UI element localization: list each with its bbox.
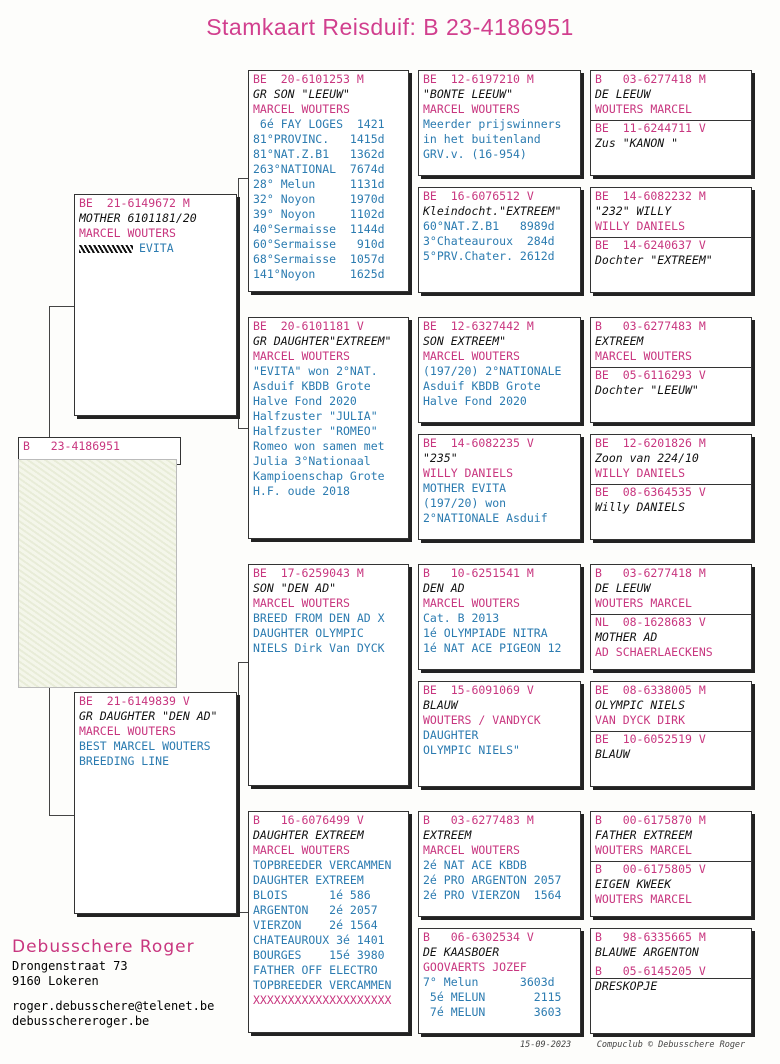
pedigree-text-line: CHATEAUROUX 3é 1401 — [253, 933, 385, 947]
grandparent-box — [248, 564, 409, 786]
sire-box — [74, 194, 237, 416]
pedigree-text-line: AD SCHAERLAECKENS — [595, 645, 713, 659]
gg-grandparents-box — [590, 811, 752, 917]
pedigree-text-line: in het buitenland — [423, 132, 541, 146]
pedigree-text-line: GOOVAERTS JOZEF — [423, 960, 527, 974]
pedigree-text-line: DE KAASBOER — [423, 945, 500, 959]
great-grandparent-box — [418, 187, 581, 293]
pedigree-text-line: MOTHER AD — [595, 630, 658, 644]
ring-header: BE 08-6364535 V — [595, 485, 706, 499]
pedigree-text-line: MARCEL WOUTERS — [79, 724, 176, 738]
owner-street: Drongenstraat 73 — [12, 959, 128, 973]
pedigree-text-line: WOUTERS MARCEL — [595, 843, 692, 857]
pedigree-text-line: DAUGHTER — [423, 728, 479, 742]
pedigree-text-line: 39° Noyon 1102d — [253, 207, 385, 221]
pedigree-text-line: 263°NATIONAL 7674d — [253, 162, 385, 176]
pedigree-text-line: Halfzuster "JULIA" — [253, 409, 378, 423]
great-grandparent-box — [418, 434, 581, 540]
pedigree-text-line: Meerder prijswinners — [423, 117, 562, 131]
pedigree-text-line: (197/20) 2°NATIONALE — [423, 364, 562, 378]
pedigree-text-line: XXXXXXXXXXXXXXXXXXXX — [253, 993, 392, 1007]
pedigree-text-line: MARCEL WOUTERS — [423, 596, 520, 610]
grandparent-box — [248, 811, 409, 1033]
owner-name: Debusschere Roger — [12, 937, 195, 957]
pedigree-text-line: Kleindocht."EXTREEM" — [423, 204, 562, 218]
connector-line — [49, 815, 75, 816]
pedigree-text-line: Willy DANIELS — [595, 500, 686, 514]
pedigree-text-line: Halve Fond 2020 — [423, 394, 527, 408]
pedigree-text-line: Asduif KBDB Grote — [423, 379, 541, 393]
pedigree-text-line: Cat. B 2013 — [423, 611, 500, 625]
certificate-background — [19, 460, 176, 687]
ring-header: B 00-6175805 V — [595, 862, 706, 876]
pedigree-text-line: 32° Noyon 1970d — [253, 192, 385, 206]
ring-header: BE 12-6327442 M — [423, 319, 534, 333]
pedigree-text-line: SON EXTREEM" — [423, 334, 507, 348]
gg-grandparents-box — [590, 681, 752, 787]
connector-line — [238, 912, 248, 913]
ring-header: BE 11-6244711 V — [595, 121, 706, 135]
pedigree-text-line: Halve Fond 2020 — [253, 394, 357, 408]
ring-header: B 05-6145205 V — [595, 964, 706, 978]
grandparent-box — [248, 70, 409, 292]
pedigree-text-line: MARCEL WOUTERS — [253, 349, 350, 363]
connector-line — [238, 662, 239, 912]
pedigree-text-line: BOURGES 15é 3980 — [253, 948, 385, 962]
great-grandparent-box — [418, 70, 581, 176]
divider — [591, 367, 751, 368]
pedigree-text-line — [79, 241, 232, 256]
gg-grandparents-box — [590, 434, 752, 540]
ring-header: BE 20-6101253 M — [253, 72, 364, 86]
pedigree-text-line: TOPBREEDER VERCAMMEN — [253, 978, 392, 992]
pedigree-text-line: DAUGHTER EXTREEM — [253, 828, 364, 842]
pedigree-text-line: FATHER EXTREEM — [595, 828, 692, 842]
connector-line — [238, 178, 248, 179]
ring-header: BE 20-6101181 V — [253, 319, 364, 333]
ring-header: B 03-6277483 M — [423, 813, 534, 827]
gg-grandparents-box — [590, 317, 752, 423]
great-grandparent-box — [418, 811, 581, 917]
pedigree-text-line: MARCEL WOUTERS — [423, 843, 520, 857]
ring-header: BE 14-6082232 M — [595, 189, 706, 203]
pedigree-text-line: BLOIS 1é 586 — [253, 888, 371, 902]
ring-header: B 06-6302534 V — [423, 930, 534, 944]
ring-header: BE 17-6259043 M — [253, 566, 364, 580]
pedigree-text-line: Romeo won samen met — [253, 439, 385, 453]
pedigree-text-line: GR SON "LEEUW" — [253, 87, 350, 101]
pedigree-text-line: 3°Chateauroux 284d — [423, 234, 555, 248]
divider — [591, 120, 751, 121]
pedigree-text-line: BREED FROM DEN AD X — [253, 611, 385, 625]
pedigree-text-line: GR DAUGHTER "DEN AD" — [79, 709, 218, 723]
pedigree-text-line: WILLY DANIELS — [423, 466, 514, 480]
pedigree-text-line: BLAUWE ARGENTON — [595, 945, 699, 959]
pedigree-text-line: WOUTERS MARCEL — [595, 102, 692, 116]
pedigree-text-line: Halfzuster "ROMEO" — [253, 424, 378, 438]
great-grandparent-box — [418, 317, 581, 423]
great-grandparent-box — [418, 681, 581, 787]
ring-header: BE 05-6116293 V — [595, 368, 706, 382]
pedigree-text-line: DEN AD — [423, 581, 465, 595]
owner-email[interactable]: roger.debusschere@telenet.be — [12, 999, 215, 1013]
owner-block — [12, 937, 215, 1029]
pedigree-text-line: 141°Noyon 1625d — [253, 267, 385, 281]
divider — [591, 978, 751, 979]
ring-header: B 03-6277418 M — [595, 72, 706, 86]
ring-header: BE 12-6201826 M — [595, 436, 706, 450]
great-grandparent-box — [418, 928, 581, 1034]
pedigree-text-line: EXTREEM — [595, 334, 644, 348]
great-grandparent-box — [418, 564, 581, 670]
pedigree-text-line: MOTHER 6101181/20 — [79, 211, 197, 225]
pedigree-text-line: 1é OLYMPIADE NITRA — [423, 626, 548, 640]
connector-line — [238, 178, 239, 428]
pedigree-text-line: VIERZON 2é 1564 — [253, 918, 378, 932]
connector-line — [238, 428, 248, 429]
pedigree-text-line: 60°NAT.Z.B1 8989d — [423, 219, 555, 233]
pedigree-text-line: OLYMPIC NIELS — [595, 698, 686, 712]
pedigree-text-line: MARCEL WOUTERS — [79, 226, 176, 240]
ring-header: B 03-6277418 M — [595, 566, 706, 580]
pedigree-text-line: BEST MARCEL WOUTERS — [79, 739, 211, 753]
pedigree-text-line: 7° Melun 3603d — [423, 975, 555, 989]
ring-header: BE 14-6082235 V — [423, 436, 534, 450]
footer-credit: 15-09-2023 Compuclub © Debusschere Roger — [520, 1040, 746, 1050]
pedigree-text-line: DE LEEUW — [595, 581, 651, 595]
pedigree-text-line: GRV.v. (16-954) — [423, 147, 527, 161]
pedigree-text-line: DAUGHTER EXTREEM — [253, 873, 364, 887]
subject-ring-header: B 23-4186951 — [23, 439, 120, 453]
pedigree-text-line: MARCEL WOUTERS — [423, 102, 520, 116]
pedigree-text-line: (197/20) won — [423, 496, 507, 510]
ring-header: B 98-6335665 M — [595, 930, 706, 944]
owner-website[interactable]: debusschereroger.be — [12, 1014, 150, 1028]
pedigree-text-line: BLAUW — [423, 698, 458, 712]
pedigree-text-line: Asduif KBDB Grote — [253, 379, 371, 393]
ring-header: B 03-6277483 M — [595, 319, 706, 333]
pedigree-text-line: H.F. oude 2018 — [253, 484, 350, 498]
pedigree-text-line: 6é FAY LOGES 1421 — [253, 117, 385, 131]
pedigree-text-line: 81°NAT.Z.B1 1362d — [253, 147, 385, 161]
pedigree-text-line: "232" WILLY — [595, 204, 672, 218]
ring-header: BE 21-6149672 M — [79, 196, 190, 210]
pedigree-text-line: MOTHER EVITA — [423, 481, 507, 495]
pedigree-text-line: BLAUW — [595, 747, 630, 761]
pedigree-text-line: VAN DYCK DIRK — [595, 713, 686, 727]
pedigree-text-line: 40°Sermaisse 1144d — [253, 222, 385, 236]
pedigree-text-line: MARCEL WOUTERS — [253, 102, 350, 116]
pedigree-text-line: Julia 3°Nationaal — [253, 454, 371, 468]
gg-grandparents-box — [590, 564, 752, 670]
pedigree-text-line: 5é MELUN 2115 — [423, 990, 562, 1004]
pedigree-text-line: 28° Melun 1131d — [253, 177, 385, 191]
ring-header: B 00-6175870 M — [595, 813, 706, 827]
pedigree-text-line: 68°Sermaisse 1057d — [253, 252, 385, 266]
pedigree-text: EVITA — [139, 241, 174, 255]
ring-header: BE 08-6338005 M — [595, 683, 706, 697]
pedigree-text-line: WILLY DANIELS — [595, 466, 686, 480]
pedigree-text-line: 81°PROVINC. 1415d — [253, 132, 385, 146]
ring-header: B 16-6076499 V — [253, 813, 364, 827]
pedigree-text-line: EXTREEM — [423, 828, 472, 842]
divider — [591, 614, 751, 615]
pedigree-text-line: WOUTERS / VANDYCK — [423, 713, 541, 727]
ring-header: NL 08-1628683 V — [595, 615, 706, 629]
pedigree-text-line: "BONTE LEEUW" — [423, 87, 514, 101]
gg-grandparents-box — [590, 70, 752, 176]
pedigree-text-line: TOPBREEDER VERCAMMEN — [253, 858, 392, 872]
pedigree-text-line: EIGEN KWEEK — [595, 877, 672, 891]
gg-grandparents-box — [590, 187, 752, 293]
scribble-mark — [79, 245, 133, 253]
owner-city: 9160 Lokeren — [12, 974, 99, 988]
pedigree-text-line: 1é NAT ACE PIGEON 12 — [423, 641, 562, 655]
pedigree-text-line: "EVITA" won 2°NAT. — [253, 364, 378, 378]
divider — [591, 731, 751, 732]
pedigree-text-line: 5°PRV.Chater. 2612d — [423, 249, 555, 263]
pedigree-text-line: Dochter "EXTREEM" — [595, 253, 713, 267]
pedigree-text-line: WOUTERS MARCEL — [595, 892, 692, 906]
connector-line — [238, 662, 248, 663]
pedigree-text-line: WILLY DANIELS — [595, 219, 686, 233]
ring-header: BE 12-6197210 M — [423, 72, 534, 86]
pedigree-text-line: ARGENTON 2é 2057 — [253, 903, 378, 917]
pedigree-text-line: Kampioenschap Grote — [253, 469, 385, 483]
pedigree-text-line: MARCEL WOUTERS — [253, 843, 350, 857]
gg-grandparents-box — [590, 928, 752, 1034]
pedigree-text-line: NIELS Dirk Van DYCK — [253, 641, 385, 655]
ring-header: BE 14-6240637 V — [595, 238, 706, 252]
connector-line — [49, 306, 75, 307]
pedigree-text-line: BREEDING LINE — [79, 754, 170, 768]
pedigree-text-line: DRESKOPJE — [595, 979, 658, 993]
pedigree-text-line: 2é PRO VIERZON 1564 — [423, 888, 562, 902]
dam-box — [74, 692, 237, 914]
page-title: Stamkaart Reisduif: B 23-4186951 — [206, 14, 574, 40]
pedigree-text-line: WOUTERS MARCEL — [595, 596, 692, 610]
pedigree-text-line: 2°NATIONALE Asduif — [423, 511, 548, 525]
divider — [591, 861, 751, 862]
pedigree-text-line: "235" — [423, 451, 458, 465]
pedigree-text-line: 60°Sermaisse 910d — [253, 237, 385, 251]
ring-header: BE 21-6149839 V — [79, 694, 190, 708]
divider — [591, 237, 751, 238]
pedigree-text-line: GR DAUGHTER"EXTREEM" — [253, 334, 392, 348]
pedigree-text-line: DE LEEUW — [595, 87, 651, 101]
ring-header: BE 15-6091069 V — [423, 683, 534, 697]
pedigree-text-line: MARCEL WOUTERS — [253, 596, 350, 610]
pedigree-text-line: SON "DEN AD" — [253, 581, 337, 595]
grandparent-box — [248, 317, 409, 539]
pedigree-text-line: MARCEL WOUTERS — [595, 349, 692, 363]
ring-certificate-image — [18, 459, 177, 688]
pedigree-text-line: 2é NAT ACE KBDB — [423, 858, 527, 872]
pedigree-text-line: 2é PRO ARGENTON 2057 — [423, 873, 562, 887]
pedigree-text-line: 7é MELUN 3603 — [423, 1005, 562, 1019]
ring-header: B 10-6251541 M — [423, 566, 534, 580]
pedigree-text-line: OLYMPIC NIELS" — [423, 743, 520, 757]
divider — [591, 484, 751, 485]
ring-header: BE 16-6076512 V — [423, 189, 534, 203]
ring-header: BE 10-6052519 V — [595, 732, 706, 746]
pedigree-text-line: Zus "KANON " — [595, 136, 679, 150]
pedigree-text-line: Dochter "LEEUW" — [595, 383, 699, 397]
pedigree-text-line: DAUGHTER OLYMPIC — [253, 626, 364, 640]
pedigree-text-line: Zoon van 224/10 — [595, 451, 699, 465]
pedigree-text-line: MARCEL WOUTERS — [423, 349, 520, 363]
pedigree-text-line: FATHER OFF ELECTRO — [253, 963, 378, 977]
